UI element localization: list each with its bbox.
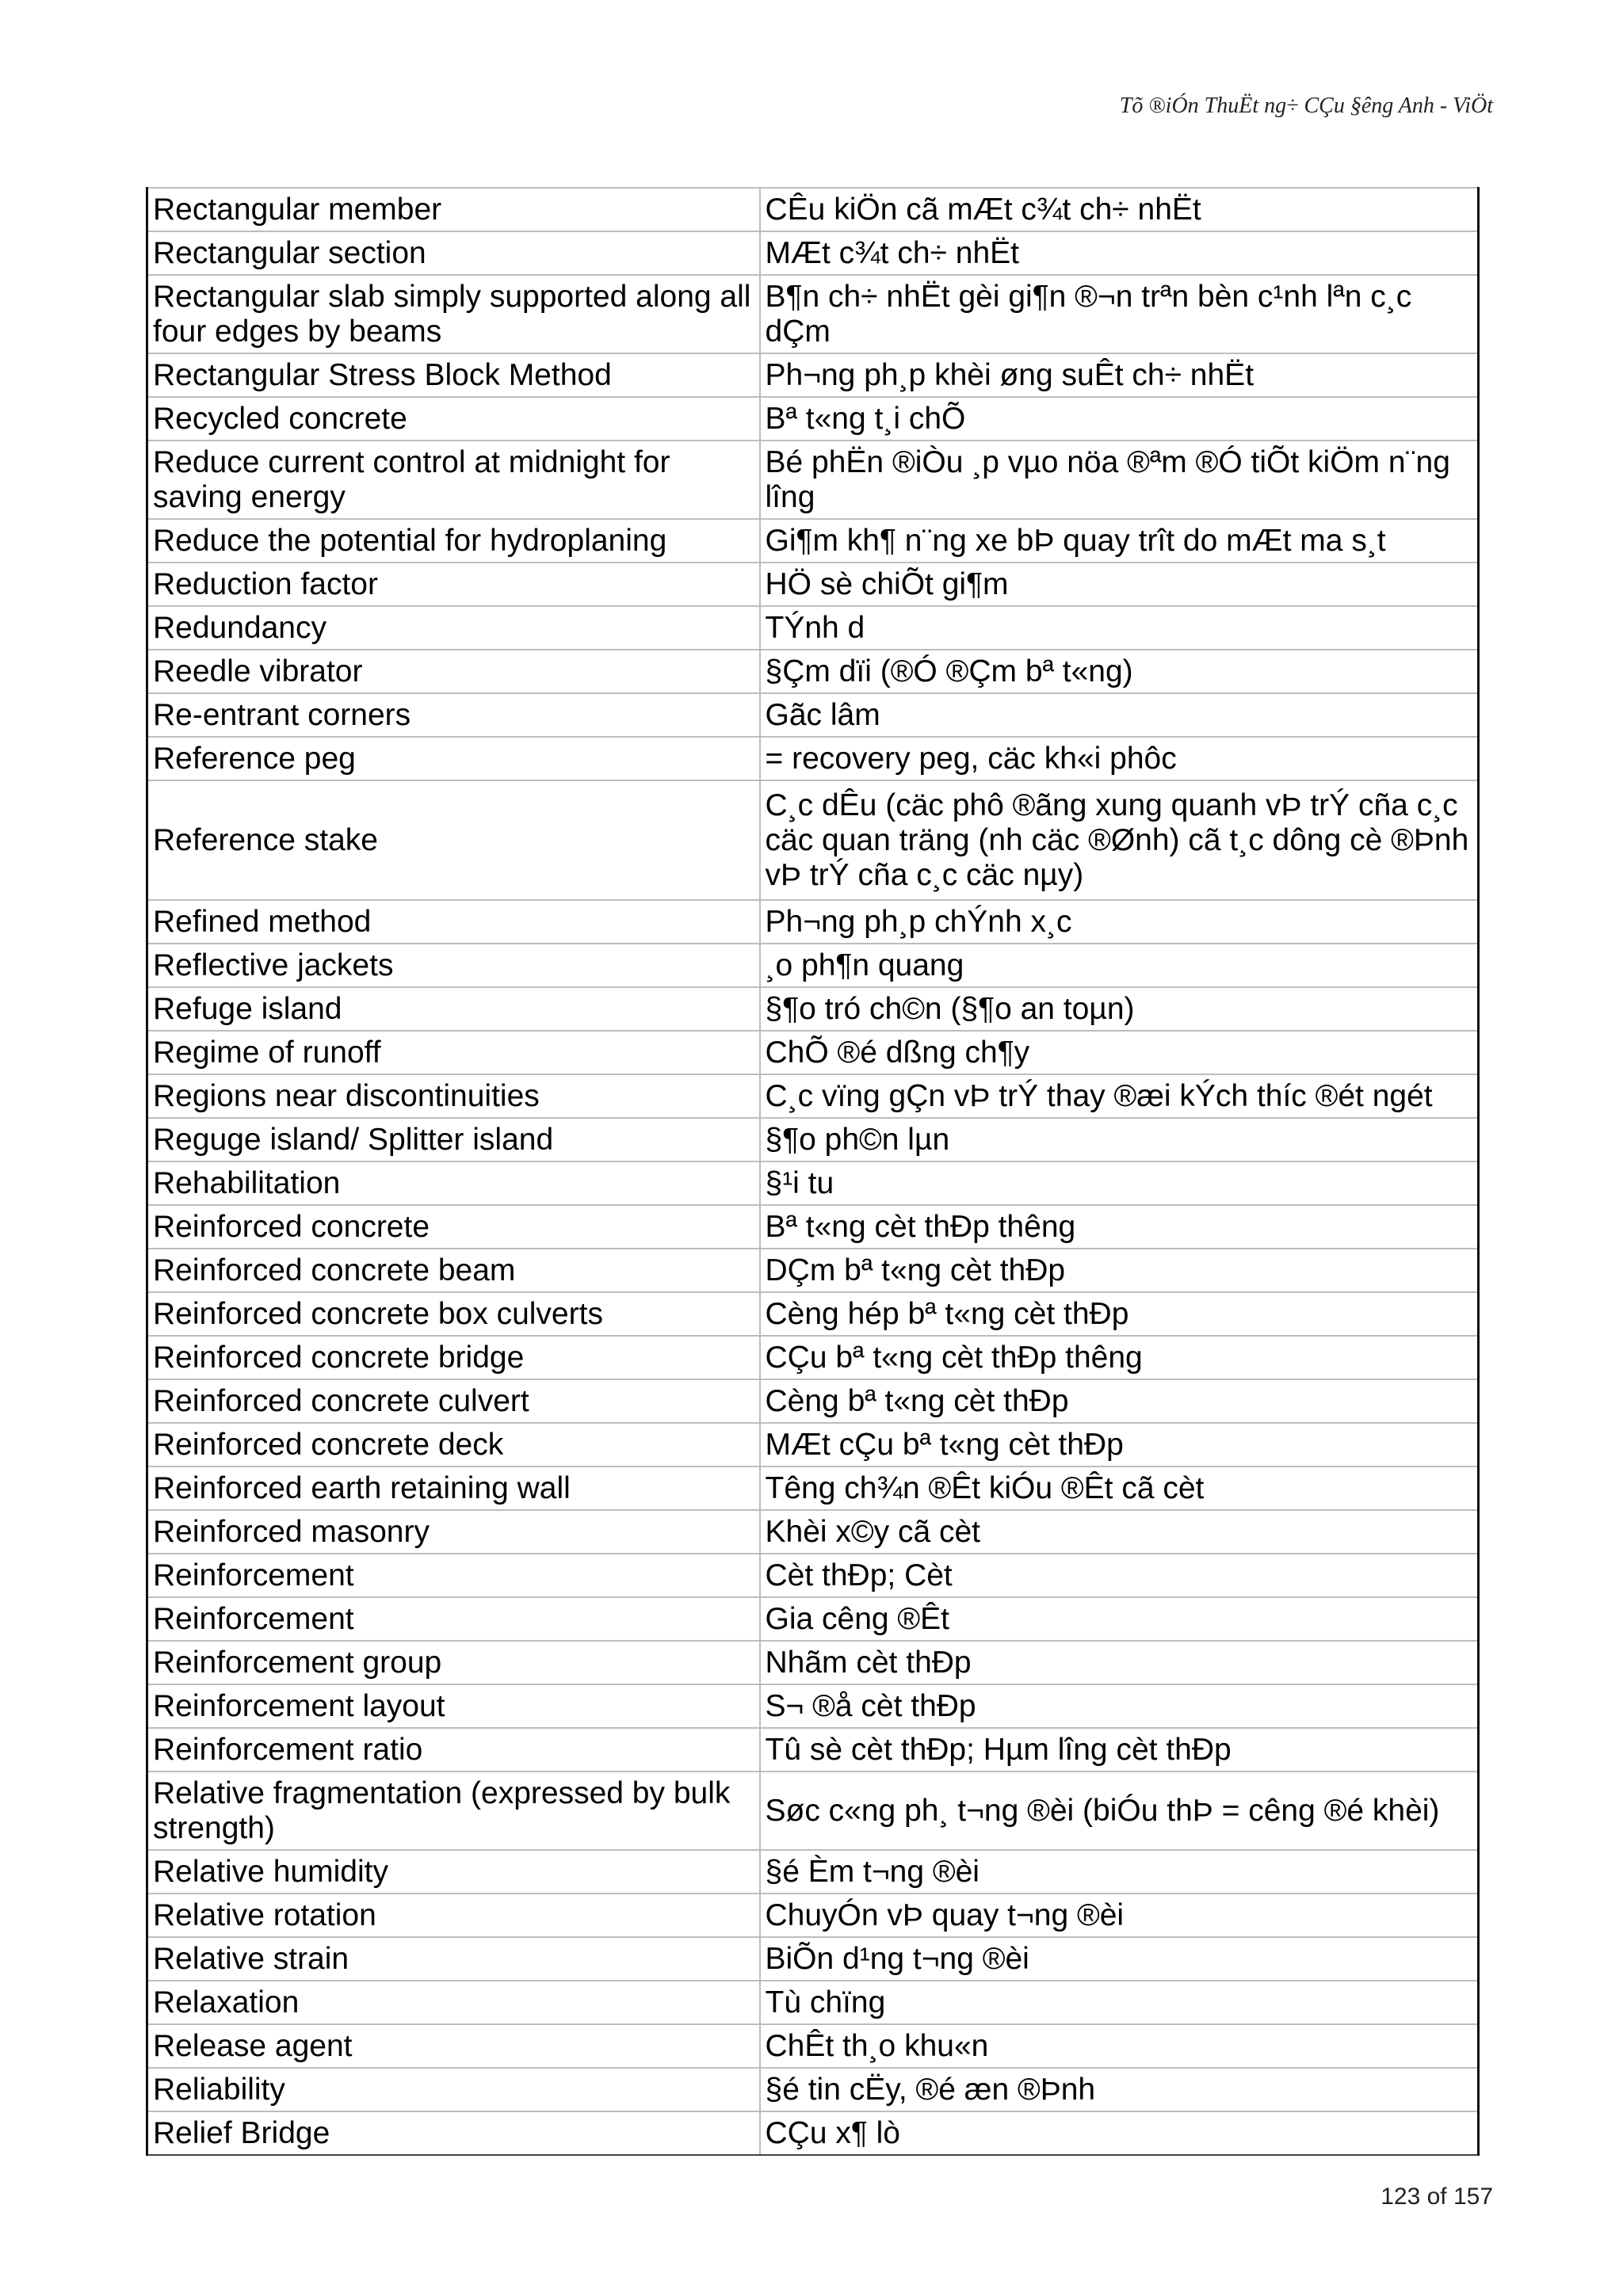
vietnamese-term: Cèt thÐp; Cèt [760,1554,1479,1597]
vietnamese-term: Ph¬ng ph¸p chÝnh x¸c [760,900,1479,944]
english-term: Relief Bridge [147,2111,760,2155]
table-row [147,1423,1479,1466]
english-term: Reinforcement [147,1554,760,1597]
vietnamese-term: Tù chïng [760,1981,1479,2024]
vietnamese-term: ChuyÓn vÞ quay t¬ng ®èi [760,1894,1479,1937]
table-row [147,397,1479,441]
english-term: Regime of runoff [147,1031,760,1074]
english-term: Re-entrant corners [147,693,760,737]
table-row [147,1684,1479,1728]
vietnamese-term: Gia cêng ®Êt [760,1597,1479,1641]
vietnamese-term: CÊu kiÖn cã mÆt c¾t ch÷ nhËt [760,188,1479,231]
glossary-table [146,187,1480,2156]
table-row [147,231,1479,275]
table-row [147,353,1479,397]
vietnamese-term: ChÕ ®é dßng ch¶y [760,1031,1479,1074]
english-term: Reinforcement group [147,1641,760,1684]
english-term: Reinforced concrete box culverts [147,1292,760,1336]
table-row [147,1772,1479,1850]
english-term: Reduce the potential for hydroplaning [147,519,760,563]
table-row [147,780,1479,900]
table-row [147,441,1479,519]
vietnamese-term: §¶o tró ch©n (§¶o an toµn) [760,987,1479,1031]
table-row [147,650,1479,693]
table-row [147,2024,1479,2068]
english-term: Rectangular Stress Block Method [147,353,760,397]
table-row [147,1292,1479,1336]
vietnamese-term: Bª t«ng t¸i chÕ [760,397,1479,441]
table-row [147,1641,1479,1684]
vietnamese-term: §Çm dïi (®Ó ®Çm bª t«ng) [760,650,1479,693]
vietnamese-term: = recovery peg, cäc kh«i phôc [760,737,1479,780]
glossary-body [147,188,1479,2155]
table-row [147,519,1479,563]
english-term: Reference peg [147,737,760,780]
vietnamese-term: Ph¬ng ph¸p khèi øng suÊt ch÷ nhËt [760,353,1479,397]
vietnamese-term: §¹i tu [760,1161,1479,1205]
english-term: Reliability [147,2068,760,2111]
table-row [147,1031,1479,1074]
english-term: Reinforced concrete beam [147,1249,760,1292]
english-term: Regions near discontinuities [147,1074,760,1118]
table-row [147,1161,1479,1205]
table-row [147,1597,1479,1641]
english-term: Recycled concrete [147,397,760,441]
english-term: Reedle vibrator [147,650,760,693]
vietnamese-term: DÇm bª t«ng cèt thÐp [760,1249,1479,1292]
vietnamese-term: HÖ sè chiÕt gi¶m [760,563,1479,606]
table-row [147,1118,1479,1161]
vietnamese-term: §é Èm t¬ng ®èi [760,1850,1479,1894]
table-row [147,737,1479,780]
english-term: Rehabilitation [147,1161,760,1205]
vietnamese-term: C¸c dÊu (cäc phô ®ãng xung quanh vÞ trÝ cña c¸c cäc quan träng (nh cäc ®Ønh) cã t¸c dông cè ®Þnh vÞ trÝ cña c¸c cäc nµy) [760,780,1479,900]
vietnamese-term: CÇu x¶ lò [760,2111,1479,2155]
vietnamese-term: MÆt cÇu bª t«ng cèt thÐp [760,1423,1479,1466]
table-row [147,606,1479,650]
table-row [147,1981,1479,2024]
table-row [147,1466,1479,1510]
table-row [147,563,1479,606]
english-term: Release agent [147,2024,760,2068]
table-row [147,1074,1479,1118]
english-term: Reinforced concrete [147,1205,760,1249]
english-term: Refined method [147,900,760,944]
english-term: Relative fragmentation (expressed by bulk strength) [147,1772,760,1850]
vietnamese-term: §¶o ph©n lµn [760,1118,1479,1161]
english-term: Reinforcement [147,1597,760,1641]
english-term: Rectangular slab simply supported along all four edges by beams [147,275,760,353]
vietnamese-term: BiÕn d¹ng t¬ng ®èi [760,1937,1479,1981]
english-term: Reduce current control at midnight for saving energy [147,441,760,519]
vietnamese-term: Tû sè cèt thÐp; Hµm lîng cèt thÐp [760,1728,1479,1772]
table-row [147,900,1479,944]
vietnamese-term: C¸c vïng gÇn vÞ trÝ thay ®æi kÝch thíc ®ét ngét [760,1074,1479,1118]
vietnamese-term: CÇu bª t«ng cèt thÐp thêng [760,1336,1479,1379]
vietnamese-term: §é tin cËy, ®é æn ®Þnh [760,2068,1479,2111]
english-term: Reinforced concrete culvert [147,1379,760,1423]
vietnamese-term: Cèng hép bª t«ng cèt thÐp [760,1292,1479,1336]
table-row [147,693,1479,737]
table-row [147,1336,1479,1379]
english-term: Relaxation [147,1981,760,2024]
english-term: Reinforcement layout [147,1684,760,1728]
table-row [147,1205,1479,1249]
table-row [147,1894,1479,1937]
table-row [147,1937,1479,1981]
english-term: Redundancy [147,606,760,650]
table-row [147,188,1479,231]
table-row [147,987,1479,1031]
vietnamese-term: ChÊt th¸o khu«n [760,2024,1479,2068]
table-row [147,944,1479,987]
vietnamese-term: Cèng bª t«ng cèt thÐp [760,1379,1479,1423]
vietnamese-term: S¬ ®å cèt thÐp [760,1684,1479,1728]
table-row [147,275,1479,353]
table-row [147,1554,1479,1597]
page-number: 123 of 157 [1381,2183,1493,2210]
english-term: Reinforced concrete bridge [147,1336,760,1379]
table-row [147,1728,1479,1772]
english-term: Reduction factor [147,563,760,606]
english-term: Reinforced masonry [147,1510,760,1554]
english-term: Rectangular member [147,188,760,231]
table-row [147,1850,1479,1894]
vietnamese-term: ¸o ph¶n quang [760,944,1479,987]
english-term: Reflective jackets [147,944,760,987]
english-term: Reinforced earth retaining wall [147,1466,760,1510]
table-row [147,2111,1479,2155]
english-term: Reguge island/ Splitter island [147,1118,760,1161]
vietnamese-term: Gi¶m kh¶ n¨ng xe bÞ quay trît do mÆt ma s¸t [760,519,1479,563]
table-row [147,1379,1479,1423]
vietnamese-term: Bé phËn ®iÒu ¸p vµo nöa ®ªm ®Ó tiÕt kiÖm n¨ng lîng [760,441,1479,519]
vietnamese-term: Nhãm cèt thÐp [760,1641,1479,1684]
vietnamese-term: Khèi x©y cã cèt [760,1510,1479,1554]
english-term: Relative humidity [147,1850,760,1894]
vietnamese-term: Bª t«ng cèt thÐp thêng [760,1205,1479,1249]
english-term: Relative rotation [147,1894,760,1937]
vietnamese-term: MÆt c¾t ch÷ nhËt [760,231,1479,275]
english-term: Reinforcement ratio [147,1728,760,1772]
vietnamese-term: B¶n ch÷ nhËt gèi gi¶n ®¬n trªn bèn c¹nh lªn c¸c dÇm [760,275,1479,353]
vietnamese-term: TÝnh d [760,606,1479,650]
table-row [147,1510,1479,1554]
english-term: Refuge island [147,987,760,1031]
vietnamese-term: Gãc lâm [760,693,1479,737]
table-row [147,2068,1479,2111]
table-row [147,1249,1479,1292]
english-term: Relative strain [147,1937,760,1981]
running-header: Tõ ®iÓn ThuËt ng÷ CÇu §êng Anh - ViÖt [1119,93,1493,118]
english-term: Reference stake [147,780,760,900]
vietnamese-term: Têng ch¾n ®Êt kiÓu ®Êt cã cèt [760,1466,1479,1510]
vietnamese-term: Søc c«ng ph¸ t¬ng ®èi (biÓu thÞ = cêng ®é khèi) [760,1772,1479,1850]
english-term: Reinforced concrete deck [147,1423,760,1466]
english-term: Rectangular section [147,231,760,275]
